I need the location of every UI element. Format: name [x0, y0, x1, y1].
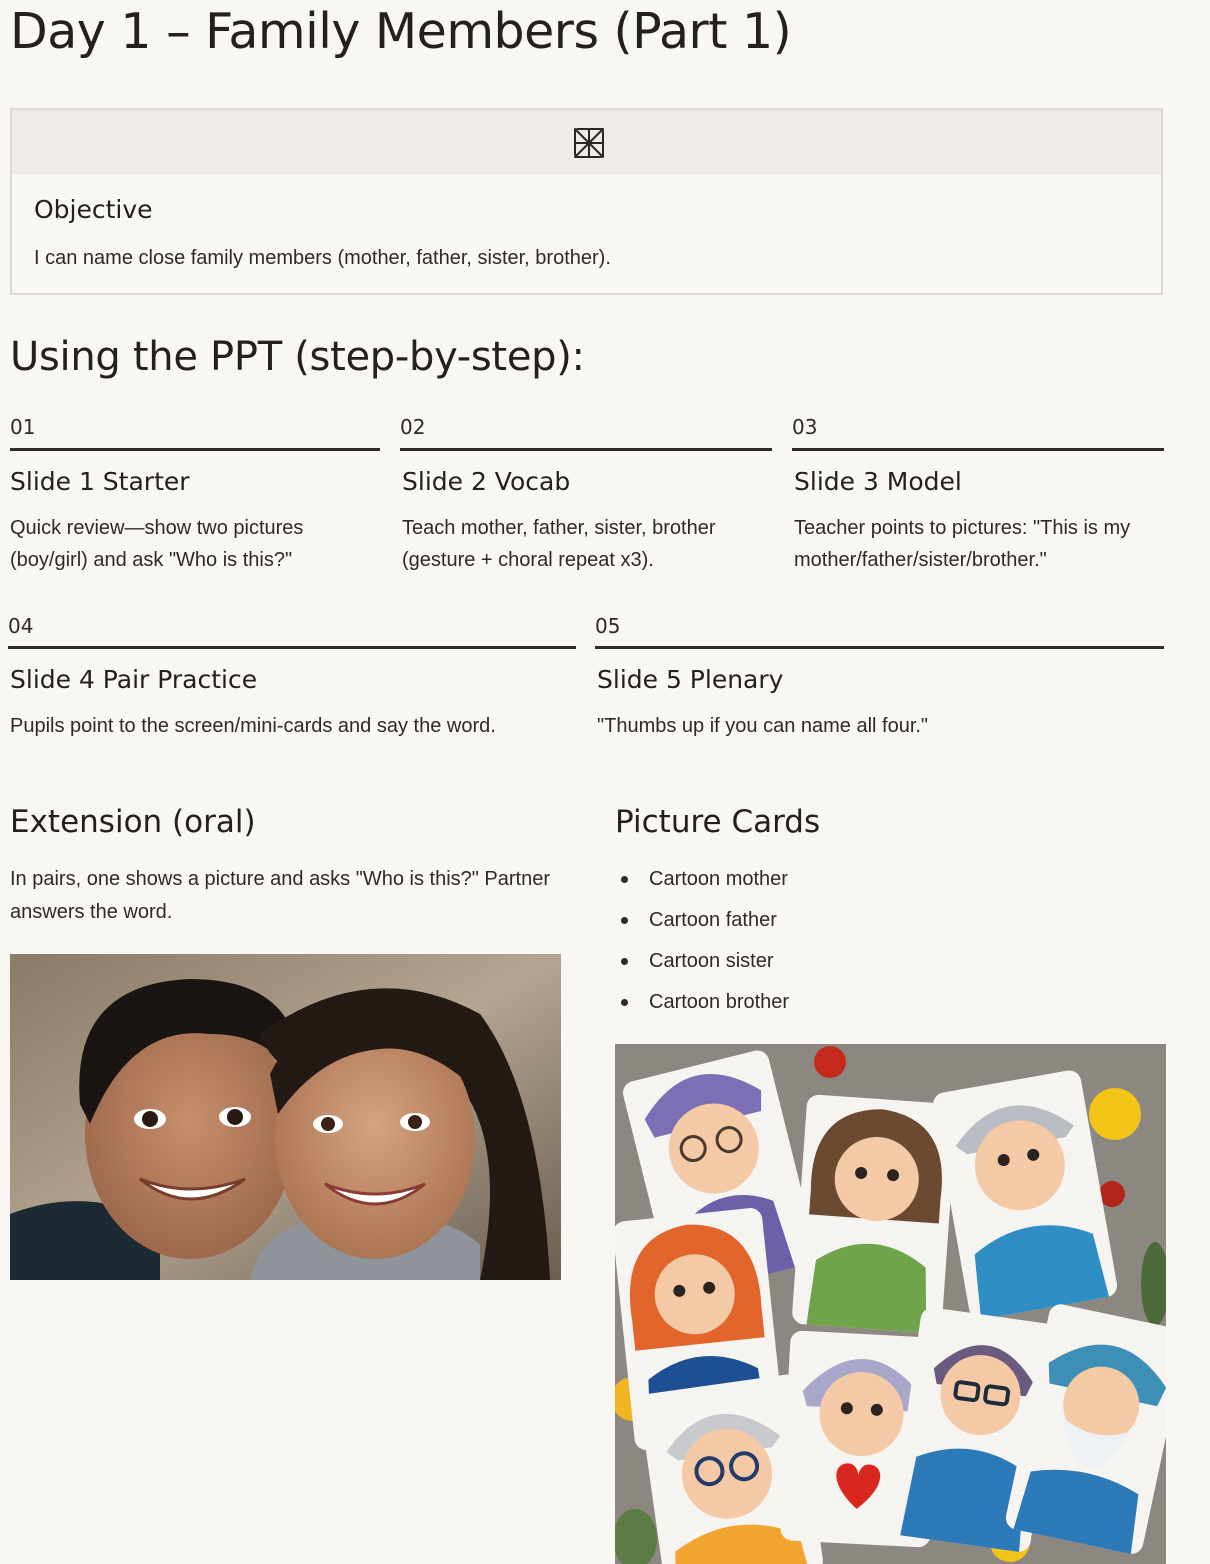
step-card: [10, 414, 380, 576]
list-item-label: Cartoon sister: [649, 950, 774, 972]
bullet-icon: [621, 917, 628, 924]
list-item-label: Cartoon father: [649, 909, 777, 931]
step-card: [792, 414, 1164, 576]
step-description: Quick review—show two pictures (boy/girl) and ask "Who is this?": [10, 517, 304, 571]
objective-text: I can name close family members (mother, father, sister, brother).: [34, 247, 611, 269]
step-divider: [792, 448, 1164, 451]
page-title: Day 1 – Family Members (Part 1): [10, 3, 792, 60]
picture-cards-list: [615, 859, 789, 1023]
step-title: Slide 2 Vocab: [402, 467, 571, 496]
list-item: [615, 859, 789, 900]
step-divider: [400, 448, 772, 451]
step-title: Slide 3 Model: [794, 467, 962, 496]
list-item: [615, 982, 789, 1023]
step-card: [8, 613, 576, 742]
step-description: Teach mother, father, sister, brother (gesture + choral repeat x3).: [402, 517, 716, 571]
step-card: [400, 414, 772, 576]
bullet-icon: [621, 876, 628, 883]
step-number: 05: [595, 614, 621, 638]
children-photo: [10, 954, 561, 1280]
picture-cards-image: [615, 1044, 1166, 1564]
list-item-label: Cartoon mother: [649, 868, 788, 890]
pinwheel-icon: [572, 126, 606, 160]
step-title: Slide 4 Pair Practice: [10, 665, 258, 694]
objective-callout: [10, 108, 1163, 295]
step-description: Teacher points to pictures: "This is my mother/father/sister/brother.": [794, 517, 1131, 571]
section-title: Using the PPT (step-by-step):: [10, 334, 585, 380]
step-number: 01: [10, 415, 36, 439]
step-title: Slide 1 Starter: [10, 467, 190, 496]
objective-title: Objective: [34, 195, 153, 224]
list-item: [615, 941, 789, 982]
list-item: [615, 900, 789, 941]
bullet-icon: [621, 958, 628, 965]
callout-header: [12, 110, 1161, 174]
step-card: [595, 613, 1164, 742]
step-divider: [595, 646, 1164, 649]
step-number: 03: [792, 415, 818, 439]
step-divider: [10, 448, 380, 451]
step-title: Slide 5 Plenary: [597, 665, 784, 694]
extension-title: Extension (oral): [10, 804, 256, 840]
step-number: 02: [400, 415, 426, 439]
step-description: "Thumbs up if you can name all four.": [597, 715, 929, 737]
step-divider: [8, 646, 576, 649]
bullet-icon: [621, 999, 628, 1006]
list-item-label: Cartoon brother: [649, 991, 790, 1013]
step-description: Pupils point to the screen/mini-cards and say the word.: [10, 715, 496, 737]
extension-text: In pairs, one shows a picture and asks "Who is this?" Partner answers the word.: [10, 868, 551, 923]
step-number: 04: [8, 614, 34, 638]
picture-cards-title: Picture Cards: [615, 804, 821, 840]
